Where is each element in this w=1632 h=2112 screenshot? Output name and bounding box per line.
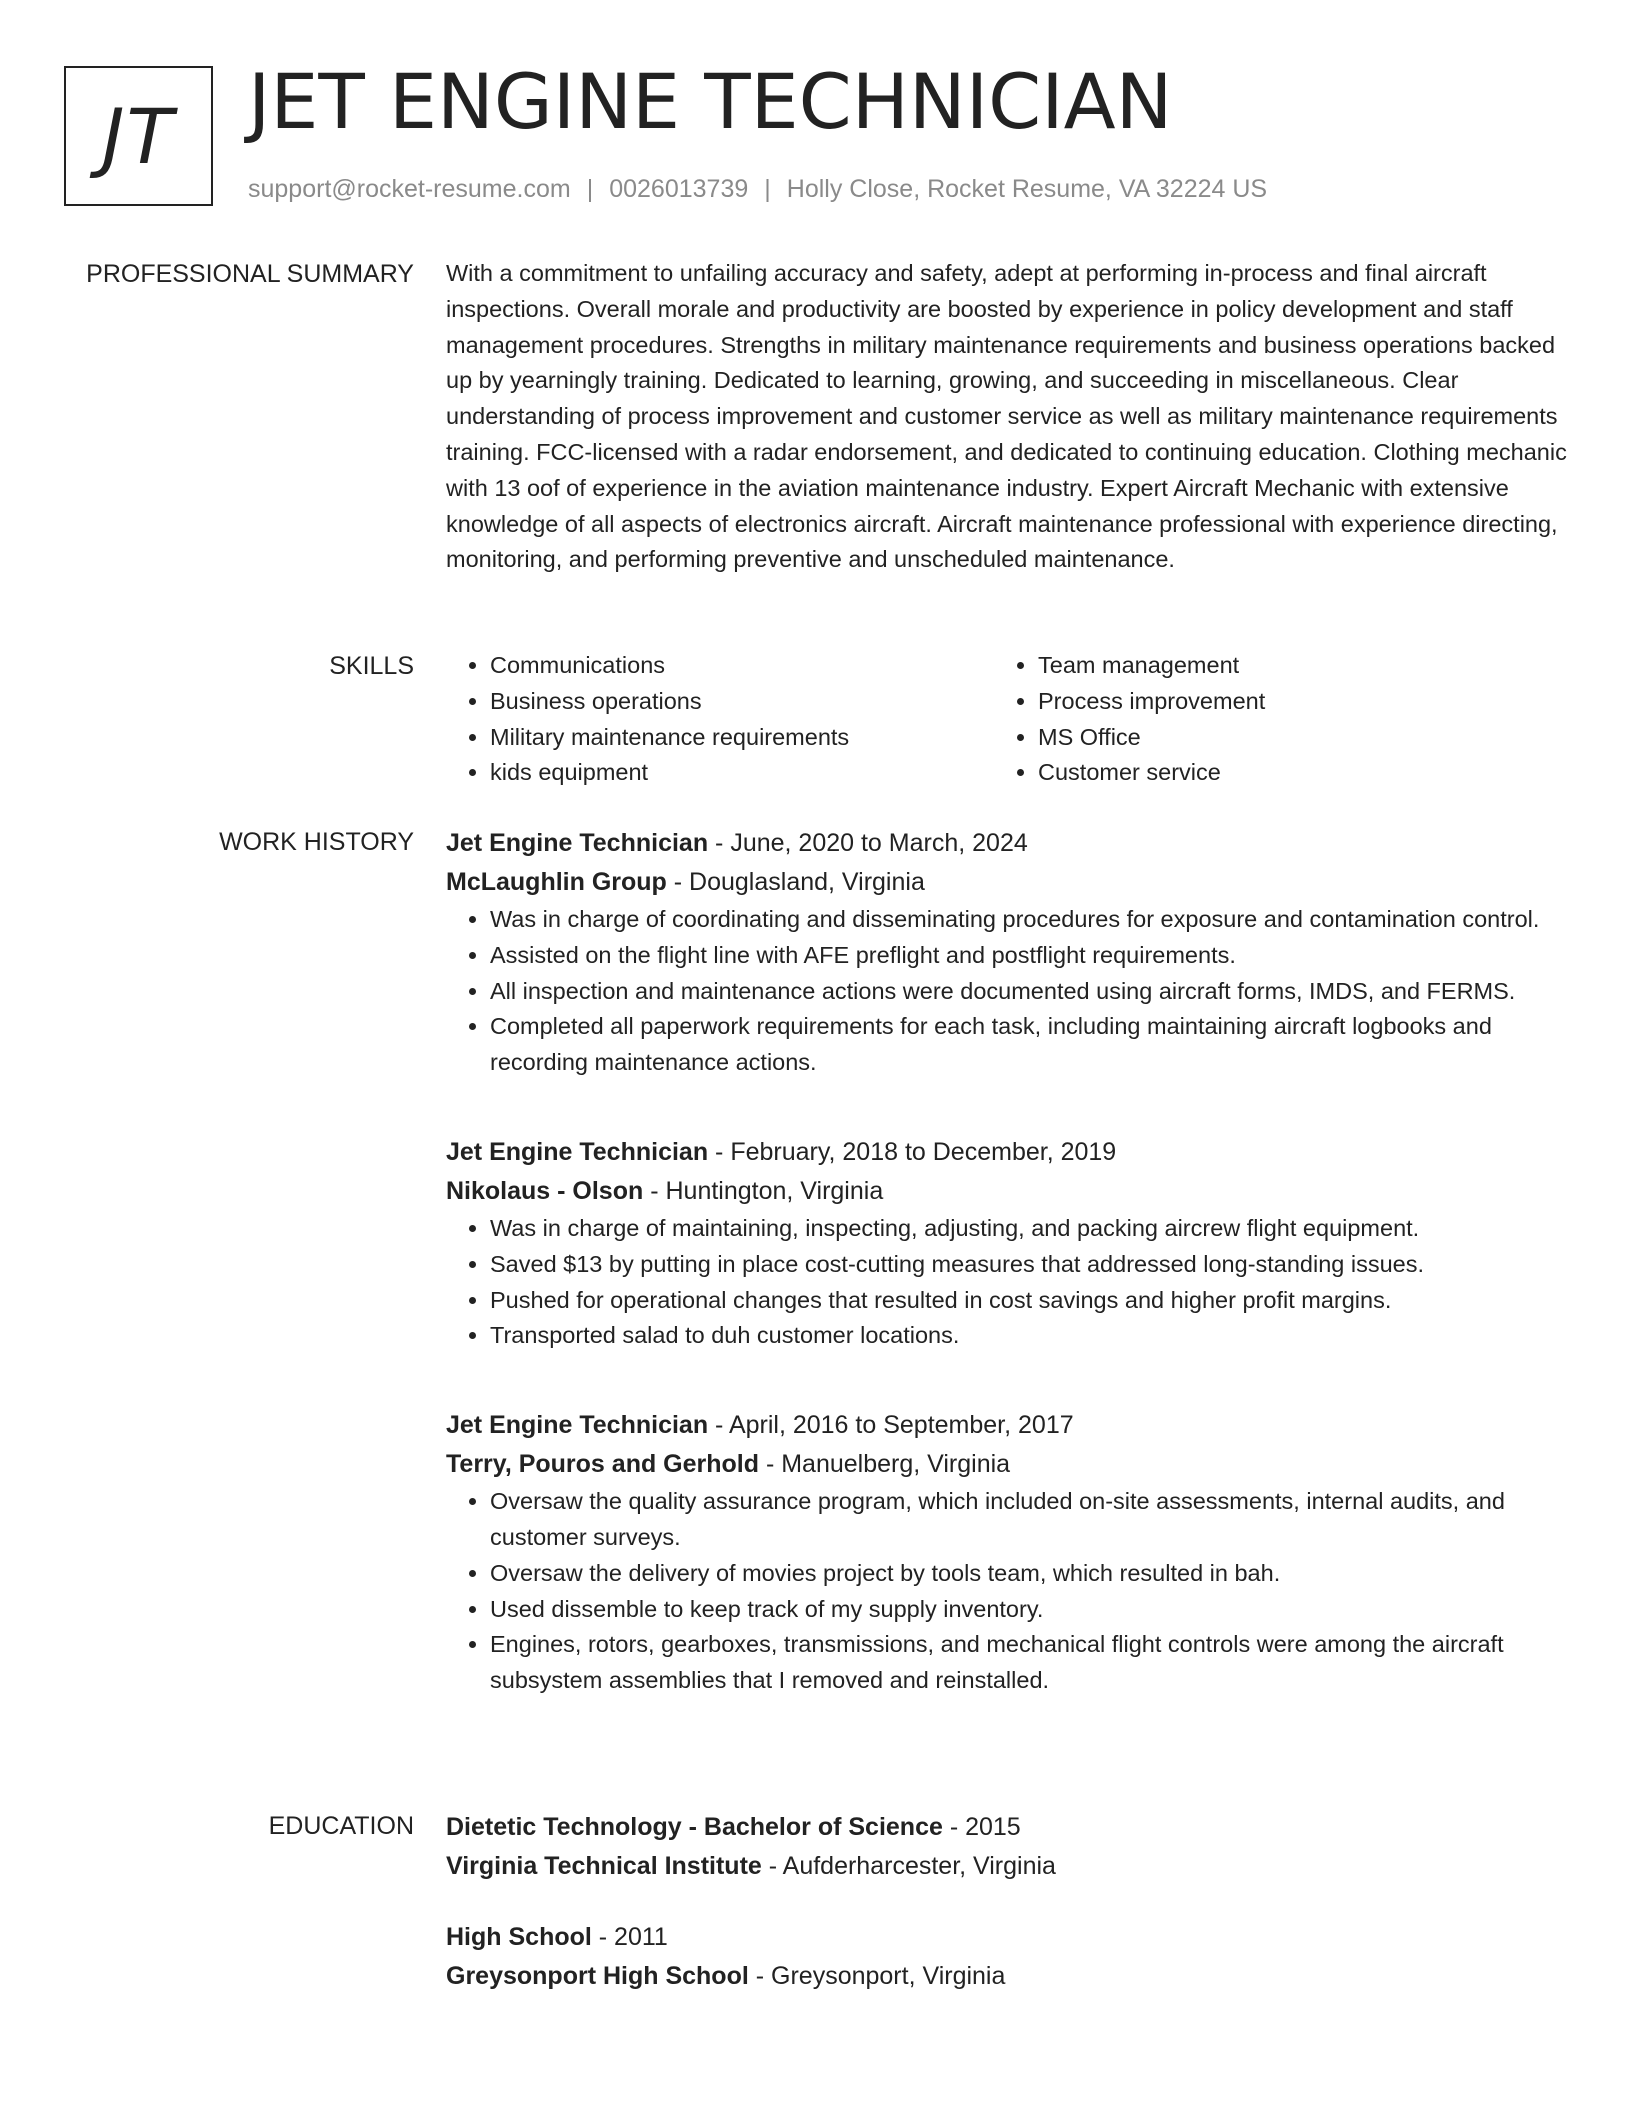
job-bullet: • Used dissemble to keep track of my supply inventory.	[490, 1592, 1570, 1628]
page-title: JET ENGINE TECHNICIAN	[248, 57, 1173, 146]
work-history-body	[446, 824, 1570, 1699]
section-heading-education: EDUCATION	[268, 1812, 414, 1840]
summary-body	[446, 256, 1570, 578]
skills-list-right	[994, 648, 1542, 791]
skill-item: • Process improvement	[1038, 684, 1542, 720]
section-heading-work-history: WORK HISTORY	[219, 828, 414, 856]
contact-separator: |	[586, 175, 594, 203]
job-bullet: • Assisted on the flight line with AFE preflight and postflight requirements.	[490, 938, 1570, 974]
job-company-line	[446, 1172, 1570, 1211]
education-school-line	[446, 1847, 1570, 1886]
job-dates: - June, 2020 to March, 2024	[708, 829, 1028, 857]
skill-item: • MS Office	[1038, 720, 1542, 756]
job-location: - Douglasland, Virginia	[666, 868, 925, 896]
education-year: - 2011	[591, 1923, 668, 1951]
job-company-line	[446, 1445, 1570, 1484]
job-bullet: • All inspection and maintenance actions were documented using aircraft forms, IMDS, and FERMS.	[490, 974, 1570, 1010]
skill-item: • Communications	[490, 648, 994, 684]
education-degree-line	[446, 1918, 1570, 1957]
job-company: McLaughlin Group	[446, 868, 667, 896]
job-bullets	[446, 1484, 1570, 1699]
section-heading-skills: SKILLS	[329, 652, 414, 680]
job-bullet: • Engines, rotors, gearboxes, transmissions, and mechanical flight controls were among the aircraft subsystem assemblies that I removed and reinstalled.	[490, 1627, 1570, 1699]
job-title-line	[446, 1406, 1570, 1445]
education-degree-line	[446, 1808, 1570, 1847]
job-location: - Huntington, Virginia	[643, 1176, 884, 1205]
education-location: - Aufderharcester, Virginia	[761, 1852, 1056, 1880]
skill-item: • kids equipment	[490, 755, 994, 791]
job-title: Jet Engine Technician	[446, 1411, 709, 1440]
job-dates: - February, 2018 to December, 2019	[708, 1137, 1117, 1166]
job-company: Terry, Pouros and Gerhold	[446, 1450, 760, 1479]
education-year: - 2015	[942, 1813, 1021, 1841]
summary-text: With a commitment to unfailing accuracy and safety, adept at performing in-process and final aircraft inspections. Overall morale and productivity are boosted by experience in policy development and staff management procedures. Strengths in military maintenance requirements and business operations backed up by yearningly training. Dedicated to learning, growing, and succeeding in miscellaneous. Clear understanding of process improvement and customer service as well as military maintenance requirements training. FCC-licensed with a radar endorsement, and dedicated to continuing education. Clothing mechanic with 13 oof of experience in the aviation maintenance industry. Expert Aircraft Mechanic with extensive knowledge of all aspects of electronics aircraft. Aircraft maintenance professional with experience directing, monitoring, and performing preventive and unscheduled maintenance.	[446, 260, 1567, 573]
skills-body	[446, 648, 1570, 791]
education-school-line	[446, 1957, 1570, 1996]
job-title-line	[446, 1133, 1570, 1172]
job-bullet: • Was in charge of maintaining, inspecting, adjusting, and packing aircrew flight equipment.	[490, 1211, 1570, 1247]
job-bullet: • Oversaw the delivery of movies project by tools team, which resulted in bah.	[490, 1556, 1570, 1592]
job-bullet: • Completed all paperwork requirements for each task, including maintaining aircraft logbooks and recording maintenance actions.	[490, 1009, 1570, 1081]
contact-email[interactable]: support@rocket-resume.com	[248, 175, 571, 203]
skill-item: • Business operations	[490, 684, 994, 720]
job-title: Jet Engine Technician	[446, 1137, 709, 1166]
education-entry	[446, 1808, 1570, 1886]
job-title: Jet Engine Technician	[446, 829, 709, 857]
job-location: - Manuelberg, Virginia	[759, 1450, 1011, 1479]
job-company-line	[446, 863, 1570, 902]
skills-list-left	[446, 648, 994, 791]
education-degree: High School	[446, 1923, 592, 1951]
contact-phone[interactable]: 0026013739	[609, 175, 749, 203]
job-title-line	[446, 824, 1570, 863]
job-bullets	[446, 1211, 1570, 1354]
job-bullet: • Pushed for operational changes that resulted in cost savings and higher profit margins.	[490, 1283, 1570, 1319]
education-body	[446, 1808, 1570, 1996]
job-entry	[446, 824, 1570, 1081]
job-entry	[446, 1133, 1570, 1354]
job-bullet: • Saved $13 by putting in place cost-cutting measures that addressed long-standing issues.	[490, 1247, 1570, 1283]
skill-item: • Military maintenance requirements	[490, 720, 994, 756]
contact-address: Holly Close, Rocket Resume, VA 32224 US	[786, 175, 1268, 203]
section-heading-summary: PROFESSIONAL SUMMARY	[86, 260, 414, 288]
contact-separator: |	[764, 175, 771, 203]
job-dates: - April, 2016 to September, 2017	[708, 1411, 1074, 1440]
skill-item: • Customer service	[1038, 755, 1542, 791]
education-degree: Dietetic Technology - Bachelor of Science	[446, 1813, 943, 1841]
contact-line	[248, 172, 1267, 206]
job-company: Nikolaus - Olson	[446, 1176, 644, 1205]
skill-item: • Team management	[1038, 648, 1542, 684]
job-entry	[446, 1406, 1570, 1699]
job-bullet: • Was in charge of coordinating and disseminating procedures for exposure and contamination control.	[490, 902, 1570, 938]
education-school: Greysonport High School	[446, 1962, 749, 1990]
job-bullets	[446, 902, 1570, 1081]
education-school: Virginia Technical Institute	[446, 1852, 762, 1880]
skills-grid	[446, 648, 1570, 791]
job-bullet: • Transported salad to duh customer locations.	[490, 1318, 1570, 1354]
education-location: - Greysonport, Virginia	[748, 1962, 1006, 1990]
job-bullet: • Oversaw the quality assurance program, which included on-site assessments, internal audits, and customer surveys.	[490, 1484, 1570, 1556]
monogram-badge: JT	[64, 66, 213, 206]
education-entry	[446, 1918, 1570, 1996]
